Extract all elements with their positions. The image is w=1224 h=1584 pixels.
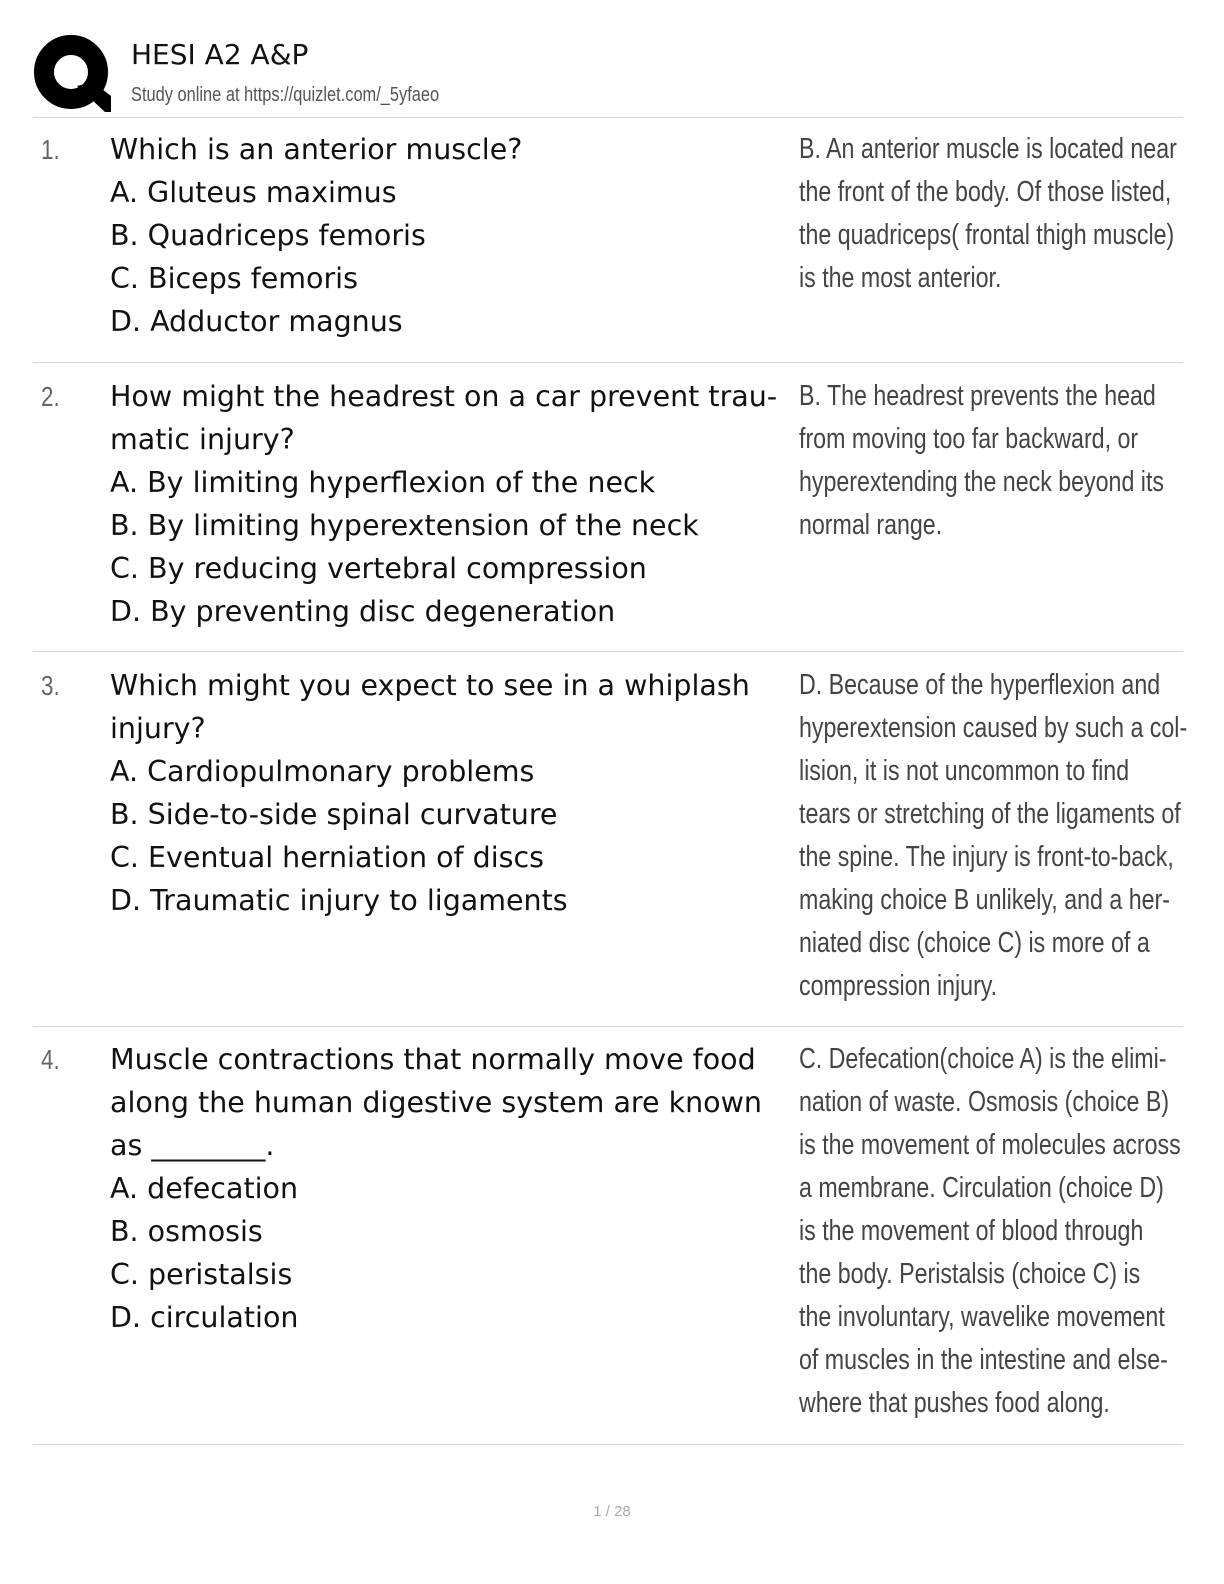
- definition-line: the involuntary, wavelike movement: [799, 1301, 1165, 1333]
- definition-line: the body. Peristalsis (choice C) is: [799, 1258, 1141, 1290]
- term-line: C. Eventual herniation of discs: [110, 841, 544, 874]
- quizlet-logo-icon: [33, 34, 113, 114]
- term-line: D. circulation: [110, 1301, 299, 1334]
- card-divider: [33, 1026, 1183, 1027]
- term-line: D. By preventing disc degeneration: [110, 595, 616, 628]
- term-line: as ________.: [110, 1129, 275, 1162]
- term-line: Which is an anterior muscle?: [110, 133, 523, 166]
- definition-line: the front of the body. Of those listed,: [799, 176, 1172, 208]
- definition-line: the quadriceps( frontal thigh muscle): [799, 219, 1175, 251]
- card-term: [110, 128, 800, 343]
- definition-line: from moving too far backward, or: [799, 423, 1139, 455]
- header-divider: [33, 117, 1183, 118]
- card-term: [110, 375, 800, 633]
- term-line: C. peristalsis: [110, 1258, 293, 1291]
- definition-line: is the most anterior.: [799, 262, 1002, 294]
- term-line: injury?: [110, 712, 206, 745]
- definition-line: D. Because of the hyperflexion and: [799, 669, 1161, 701]
- term-line: C. By reducing vertebral compression: [110, 552, 647, 585]
- definition-line: hyperextension caused by such a col-: [799, 712, 1188, 744]
- term-line: B. By limiting hyperextension of the neck: [110, 509, 699, 542]
- card-definition: [799, 1038, 1224, 1425]
- card-divider: [33, 651, 1183, 652]
- definition-line: B. An anterior muscle is located near: [799, 133, 1177, 165]
- term-line: along the human digestive system are known: [110, 1086, 762, 1119]
- definition-line: compression injury.: [799, 970, 998, 1002]
- definition-line: nation of waste. Osmosis (choice B): [799, 1086, 1170, 1118]
- term-line: C. Biceps femoris: [110, 262, 358, 295]
- term-line: D. Traumatic injury to ligaments: [110, 884, 568, 917]
- card-divider: [33, 362, 1183, 363]
- definition-line: niated disc (choice C) is more of a: [799, 927, 1150, 959]
- study-online-link[interactable]: Study online at https://quizlet.com/_5yfaeo: [131, 84, 440, 106]
- set-title: HESI A2 A&P: [131, 38, 309, 71]
- definition-line: a membrane. Circulation (choice D): [799, 1172, 1164, 1204]
- term-line: A. Cardiopulmonary problems: [110, 755, 535, 788]
- term-line: Which might you expect to see in a whiplash: [110, 669, 750, 702]
- card-divider: [33, 1444, 1183, 1445]
- card-number: 1.: [41, 134, 60, 165]
- term-line: A. Gluteus maximus: [110, 176, 397, 209]
- definition-line: C. Defecation(choice A) is the elimi-: [799, 1043, 1167, 1075]
- definition-line: is the movement of blood through: [799, 1215, 1144, 1247]
- definition-line: of muscles in the intestine and else-: [799, 1344, 1168, 1376]
- term-line: Muscle contractions that normally move food: [110, 1043, 756, 1076]
- term-line: B. Side-to-side spinal curvature: [110, 798, 558, 831]
- definition-line: B. The headrest prevents the head: [799, 380, 1156, 412]
- term-line: B. osmosis: [110, 1215, 263, 1248]
- term-line: D. Adductor magnus: [110, 305, 403, 338]
- definition-line: where that pushes food along.: [799, 1387, 1110, 1419]
- term-line: matic injury?: [110, 423, 295, 456]
- term-line: A. By limiting hyperflexion of the neck: [110, 466, 656, 499]
- definition-line: normal range.: [799, 509, 943, 541]
- term-line: B. Quadriceps femoris: [110, 219, 426, 252]
- definition-line: is the movement of molecules across: [799, 1129, 1181, 1161]
- definition-line: tears or stretching of the ligaments of: [799, 798, 1181, 830]
- page-header: [33, 34, 1183, 114]
- card-definition: [799, 664, 1224, 1008]
- definition-line: hyperextending the neck beyond its: [799, 466, 1165, 498]
- card-definition: [799, 128, 1224, 300]
- definition-line: the spine. The injury is front-to-back,: [799, 841, 1174, 873]
- page-indicator: 1 / 28: [593, 1503, 631, 1520]
- definition-line: lision, it is not uncommon to find: [799, 755, 1130, 787]
- card-definition: [799, 375, 1224, 547]
- card-term: [110, 1038, 800, 1339]
- definition-line: making choice B unlikely, and a her-: [799, 884, 1170, 916]
- card-term: [110, 664, 800, 922]
- term-line: A. defecation: [110, 1172, 299, 1205]
- card-number: 2.: [41, 381, 60, 412]
- card-number: 4.: [41, 1044, 60, 1075]
- term-line: How might the headrest on a car prevent trau-: [110, 380, 778, 413]
- card-number: 3.: [41, 670, 60, 701]
